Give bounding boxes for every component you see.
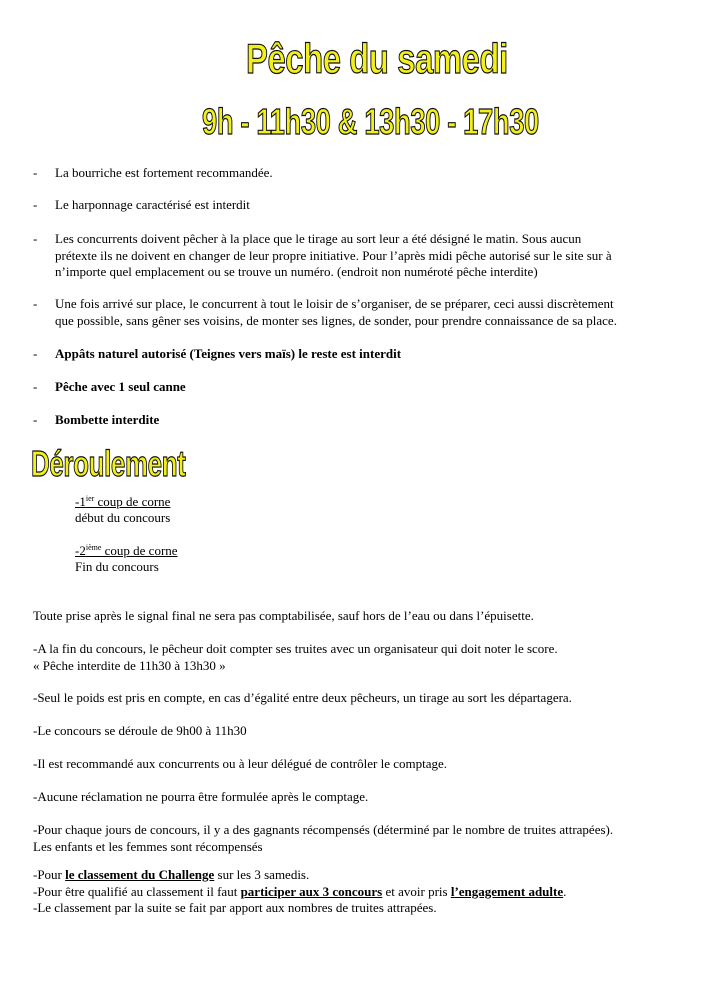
paragraph-no-claim: -Aucune réclamation ne pourra être formulée après le comptage. bbox=[33, 789, 369, 804]
first-horn-text: coup de corne bbox=[94, 494, 171, 509]
challenge-text: -Pour bbox=[33, 867, 66, 882]
challenge-line: -Le classement par la suite se fait par apport aux nombres de truites attrapées. bbox=[33, 900, 437, 915]
second-horn-underlined bbox=[75, 543, 178, 558]
second-horn-description: Fin du concours bbox=[75, 559, 159, 574]
first-horn-underlined bbox=[75, 494, 170, 509]
section-heading-deroulement: Déroulement bbox=[31, 443, 186, 484]
challenge-line bbox=[33, 867, 566, 884]
paragraph-final-signal: Toute prise après le signal final ne sera pas comptabilisée, sauf hors de l’eau ou dans l’épuisette. bbox=[33, 608, 534, 623]
challenge-block bbox=[33, 867, 566, 917]
rule-item-line: Une fois arrivé sur place, le concurrent à tout le loisir de s’organiser, de se préparer, ceci aussi discrètement bbox=[55, 296, 614, 311]
rule-item bbox=[55, 231, 675, 281]
second-horn-suffix: ième bbox=[85, 543, 102, 552]
challenge-emphasis: le classement du Challenge bbox=[65, 867, 215, 882]
bullet-dash: - bbox=[33, 379, 38, 394]
second-horn-number: -2 bbox=[75, 543, 86, 558]
rule-item-bold: Pêche avec 1 seul canne bbox=[55, 379, 186, 394]
paragraph-line: -Pour chaque jours de concours, il y a des gagnants récompensés (déterminé par le nombre de truites attrapées). bbox=[33, 822, 614, 837]
first-horn-label bbox=[75, 494, 170, 511]
first-horn-suffix: ier bbox=[85, 494, 95, 503]
challenge-text: et avoir pris bbox=[382, 883, 451, 899]
rule-item bbox=[55, 296, 675, 329]
paragraph-weight: -Seul le poids est pris en compte, en cas d’égalité entre deux pêcheurs, un tirage au sort les départagera. bbox=[33, 690, 572, 705]
rule-item: Le harponnage caractérisé est interdit bbox=[55, 197, 250, 212]
bullet-dash: - bbox=[33, 197, 38, 212]
paragraph-control: -Il est recommandé aux concurrents ou à leur délégué de contrôler le comptage. bbox=[33, 756, 448, 771]
rule-item-bold: Appâts naturel autorisé (Teignes vers maïs) le reste est interdit bbox=[55, 346, 402, 361]
challenge-text: sur les 3 samedis. bbox=[214, 867, 310, 882]
paragraph-line: -A la fin du concours, le pêcheur doit compter ses truites avec un organisateur qui doit noter le score. bbox=[33, 641, 558, 656]
rule-item-line: prétexte ils ne doivent en changer de leur propre initiative. Pour l’après midi pêche autorisé sur le site sur à bbox=[55, 247, 612, 263]
rule-item: La bourriche est fortement recommandée. bbox=[55, 165, 273, 180]
paragraph-line: Les enfants et les femmes sont récompensés bbox=[33, 838, 263, 854]
rule-item-line: Les concurrents doivent pêcher à la place que le tirage au sort leur a été désigné le matin. Sous aucun bbox=[55, 231, 582, 246]
challenge-line bbox=[33, 884, 566, 901]
first-horn-number: -1 bbox=[75, 494, 86, 509]
second-horn-label bbox=[75, 543, 178, 560]
paragraph-schedule: -Le concours se déroule de 9h00 à 11h30 bbox=[33, 723, 247, 738]
page-subtitle-hours: 9h - 11h30 & 13h30 - 17h30 bbox=[202, 101, 539, 142]
challenge-text: -Pour être qualifié au classement il faut bbox=[33, 883, 241, 899]
bullet-dash: - bbox=[33, 412, 38, 427]
bullet-dash: - bbox=[33, 165, 38, 180]
paragraph-winners bbox=[33, 822, 613, 855]
first-horn-description: début du concours bbox=[75, 510, 171, 525]
challenge-text: . bbox=[563, 883, 567, 899]
paragraph-line: « Pêche interdite de 11h30 à 13h30 » bbox=[33, 657, 226, 673]
paragraph-end-count bbox=[33, 641, 558, 674]
bullet-dash: - bbox=[33, 296, 38, 311]
bullet-dash: - bbox=[33, 231, 38, 246]
challenge-emphasis: l’engagement adulte bbox=[450, 883, 564, 899]
challenge-emphasis: participer aux 3 concours bbox=[240, 883, 383, 899]
rule-item-line: que possible, sans gêner ses voisins, de monter ses lignes, de sonder, pour prendre connaissance de sa place. bbox=[55, 312, 617, 328]
rule-item-bold: Bombette interdite bbox=[55, 412, 160, 427]
bullet-dash: - bbox=[33, 346, 38, 361]
second-horn-text: coup de corne bbox=[101, 543, 178, 558]
rule-item-line: n’importe quel emplacement ou se trouve un numéro. (endroit non numéroté pêche interdite) bbox=[55, 264, 538, 279]
page-title: Pêche du samedi bbox=[246, 35, 508, 82]
